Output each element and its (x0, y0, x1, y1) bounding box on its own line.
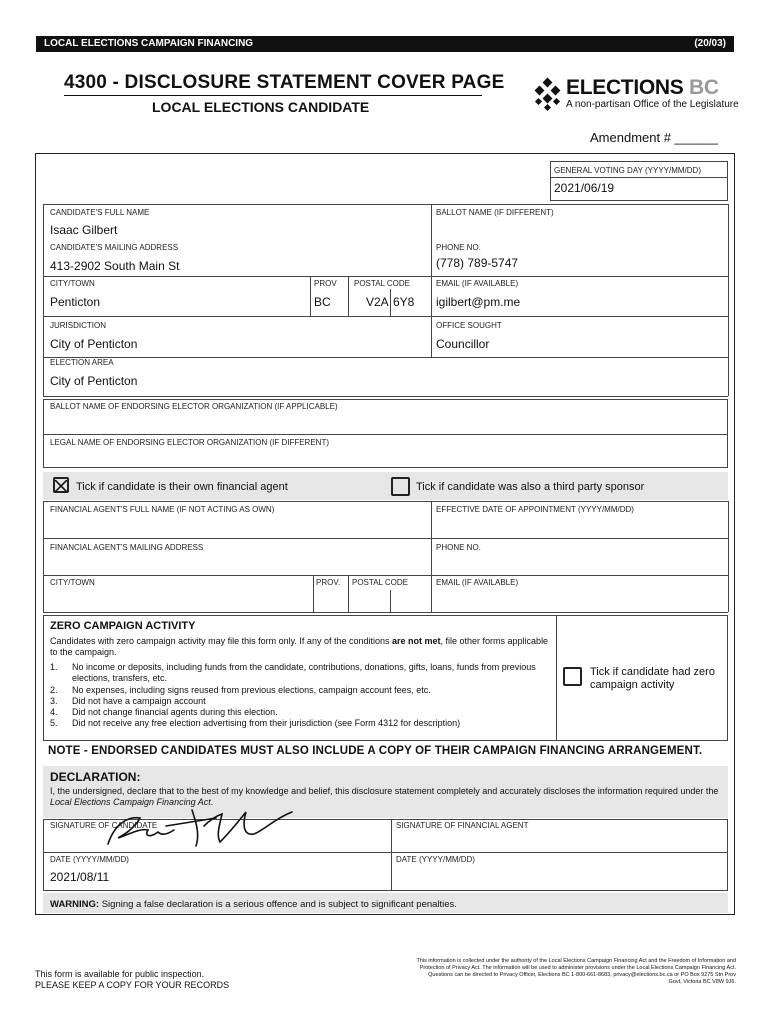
office-sought-label: OFFICE SOUGHT (436, 321, 502, 330)
warning-label: WARNING: (50, 899, 100, 910)
candidate-signature (96, 804, 306, 854)
candidate-postal-value-b[interactable]: 6Y8 (393, 295, 415, 309)
election-area-label: ELECTION AREA (50, 358, 114, 367)
x-mark-icon (55, 480, 67, 492)
date-candidate-value[interactable]: 2021/08/11 (50, 870, 110, 884)
form-header-bar (36, 36, 734, 52)
declaration-act: Local Elections Campaign Financing Act (50, 797, 211, 807)
declaration-text-c: . (210, 797, 214, 807)
header-form-version: (20/03) (694, 38, 726, 49)
divider (43, 357, 728, 358)
divider (43, 612, 728, 613)
candidate-postal-label: POSTAL CODE (354, 279, 411, 288)
zero-item-text: Did not have a campaign account (72, 696, 206, 706)
divider (390, 590, 391, 612)
zero-activity-intro (50, 636, 550, 658)
jurisdiction-value[interactable]: City of Penticton (50, 337, 138, 351)
endorsed-note: NOTE - ENDORSED CANDIDATES MUST ALSO INCLUDE A COPY OF THEIR CAMPAIGN FINANCING ARRANGEMENT. (48, 745, 703, 757)
agent-name-label: FINANCIAL AGENT'S FULL NAME (IF NOT ACTING AS OWN) (50, 505, 275, 514)
zero-activity-intro-a: Candidates with zero campaign activity may file this form only. If any of the conditions (50, 636, 392, 646)
page-title: 4300 - DISCLOSURE STATEMENT COVER PAGE (64, 72, 505, 93)
date-candidate-label: DATE (YYYY/MM/DD) (50, 855, 129, 864)
agent-prov-label: PROV. (316, 578, 341, 587)
divider (348, 575, 349, 612)
divider (390, 289, 391, 316)
own-agent-label: Tick if candidate is their own financial agent (76, 481, 288, 493)
zero-activity-intro-b: are not met (392, 636, 441, 646)
warning-body: Signing a false declaration is a serious offence and is subject to significant penalties. (99, 899, 457, 910)
divider (556, 615, 557, 741)
logo-elections: ELECTIONS (566, 76, 684, 99)
declaration-heading: DECLARATION: (50, 770, 141, 784)
candidate-name-value[interactable]: Isaac Gilbert (50, 223, 118, 237)
footer-keep-copy: PLEASE KEEP A COPY FOR YOUR RECORDS (35, 980, 230, 990)
candidate-email-label: EMAIL (IF AVAILABLE) (436, 279, 519, 288)
candidate-city-value[interactable]: Penticton (50, 295, 101, 309)
divider (431, 501, 432, 612)
zero-activity-heading: ZERO CAMPAIGN ACTIVITY (50, 620, 196, 632)
agent-phone-label: PHONE NO. (436, 543, 481, 552)
candidate-phone-value[interactable]: (778) 789-5747 (436, 256, 519, 270)
divider (43, 204, 728, 205)
candidate-mailing-value[interactable]: 413-2902 South Main St (50, 259, 180, 273)
candidate-prov-label: PROV (314, 279, 337, 288)
zero-item-number: 3. (50, 696, 58, 706)
agent-email-label: EMAIL (IF AVAILABLE) (436, 578, 519, 587)
zero-item-text: Did not receive any free election advertising from their jurisdiction (see Form 4312 for description) (72, 718, 461, 728)
zero-item-text: No expenses, including signs reused from previous elections, campaign account fees, etc. (72, 685, 431, 695)
divider (728, 204, 729, 396)
divider (43, 276, 728, 277)
zero-activity-intro-c: , file other forms applicable to the campaign. (50, 636, 549, 657)
divider (348, 276, 349, 316)
form-body (35, 153, 735, 915)
candidate-city-label: CITY/TOWN (50, 279, 95, 288)
divider (43, 501, 728, 502)
signature-candidate-label: SIGNATURE OF CANDIDATE (50, 821, 158, 830)
candidate-mailing-label: CANDIDATE'S MAILING ADDRESS (50, 243, 179, 252)
divider (43, 575, 728, 576)
logo-tagline: A non-partisan Office of the Legislature (566, 99, 739, 110)
zero-item-number: 4. (50, 707, 58, 717)
footer-privacy-notice: This information is collected under the authority of the Local Elections Campaign Financing Act and the Freedom of Information and Protection of Privacy Act. The information will be used to administer provisions under the Local Elections Campaign Financing Act. Questions can be directed to Privacy Officer, Elections BC 1-800-661-8683, privacy@elections.bc.ca or PO Box 9275 Stn Prov Govt, Victoria BC V8W 9J6. (416, 958, 736, 985)
candidate-phone-label: PHONE NO. (436, 243, 481, 252)
logo-wordmark (566, 76, 719, 100)
elections-bc-logo-icon (530, 77, 566, 113)
signature-agent-label: SIGNATURE OF FINANCIAL AGENT (396, 821, 529, 830)
page-subtitle: LOCAL ELECTIONS CANDIDATE (152, 99, 370, 115)
divider (313, 575, 314, 612)
zero-item-number: 2. (50, 685, 58, 695)
zero-item-number: 5. (50, 718, 58, 728)
logo-bc: BC (689, 76, 719, 99)
candidate-name-label: CANDIDATE'S FULL NAME (50, 208, 150, 217)
office-sought-value[interactable]: Councillor (436, 337, 490, 351)
zero-item-text: No income or deposits, including funds from the candidate, contributions, donations, gifts, loans, funds from previous elections, transfers, etc. (72, 662, 536, 683)
agent-postal-label: POSTAL CODE (352, 578, 409, 587)
candidate-postal-value-a[interactable]: V2A (366, 295, 389, 309)
third-party-checkbox[interactable] (391, 477, 410, 496)
candidate-email-value[interactable]: igilbert@pm.me (436, 295, 521, 309)
candidate-prov-value[interactable]: BC (314, 295, 331, 309)
zero-activity-checkbox[interactable] (563, 667, 582, 686)
divider (310, 276, 311, 316)
agent-appointment-date-label: EFFECTIVE DATE OF APPOINTMENT (YYYY/MM/DD) (436, 505, 634, 514)
divider (391, 819, 392, 891)
election-area-value[interactable]: City of Penticton (50, 374, 138, 388)
warning-text (50, 899, 457, 910)
divider (728, 501, 729, 612)
endorsing-ballot-name-label: BALLOT NAME OF ENDORSING ELECTOR ORGANIZATION (IF APPLICABLE) (50, 402, 338, 411)
jurisdiction-label: JURISDICTION (50, 321, 106, 330)
general-voting-day-label: GENERAL VOTING DAY (YYYY/MM/DD) (554, 166, 701, 175)
footer-public-inspection: This form is available for public inspection. (35, 969, 205, 979)
ballot-name-label: BALLOT NAME (IF DIFFERENT) (436, 208, 554, 217)
own-agent-checkbox[interactable] (53, 477, 69, 493)
divider (43, 316, 728, 317)
third-party-label: Tick if candidate was also a third party sponsor (416, 481, 645, 493)
declaration-text-a: I, the undersigned, declare that to the best of my knowledge and belief, this disclosure statement completely and accurately discloses the information required under the (50, 786, 719, 796)
title-underline (64, 95, 482, 96)
agent-mailing-label: FINANCIAL AGENT'S MAILING ADDRESS (50, 543, 204, 552)
agent-city-label: CITY/TOWN (50, 578, 95, 587)
header-left-text: LOCAL ELECTIONS CAMPAIGN FINANCING (44, 38, 254, 49)
zero-item-text: Did not change financial agents during this election. (72, 707, 278, 717)
divider (43, 204, 44, 396)
zero-item-number: 1. (50, 662, 58, 672)
divider (43, 501, 44, 612)
divider (431, 204, 432, 357)
divider (43, 538, 728, 539)
amendment-number[interactable]: Amendment # ______ (590, 130, 718, 145)
endorsing-legal-name-label: LEGAL NAME OF ENDORSING ELECTOR ORGANIZATION (IF DIFFERENT) (50, 438, 329, 447)
date-agent-label: DATE (YYYY/MM/DD) (396, 855, 475, 864)
divider (43, 396, 728, 397)
zero-activity-checkbox-label: Tick if candidate had zero campaign activity (590, 666, 715, 691)
general-voting-day-value: 2021/06/19 (554, 181, 615, 195)
divider (550, 177, 728, 178)
